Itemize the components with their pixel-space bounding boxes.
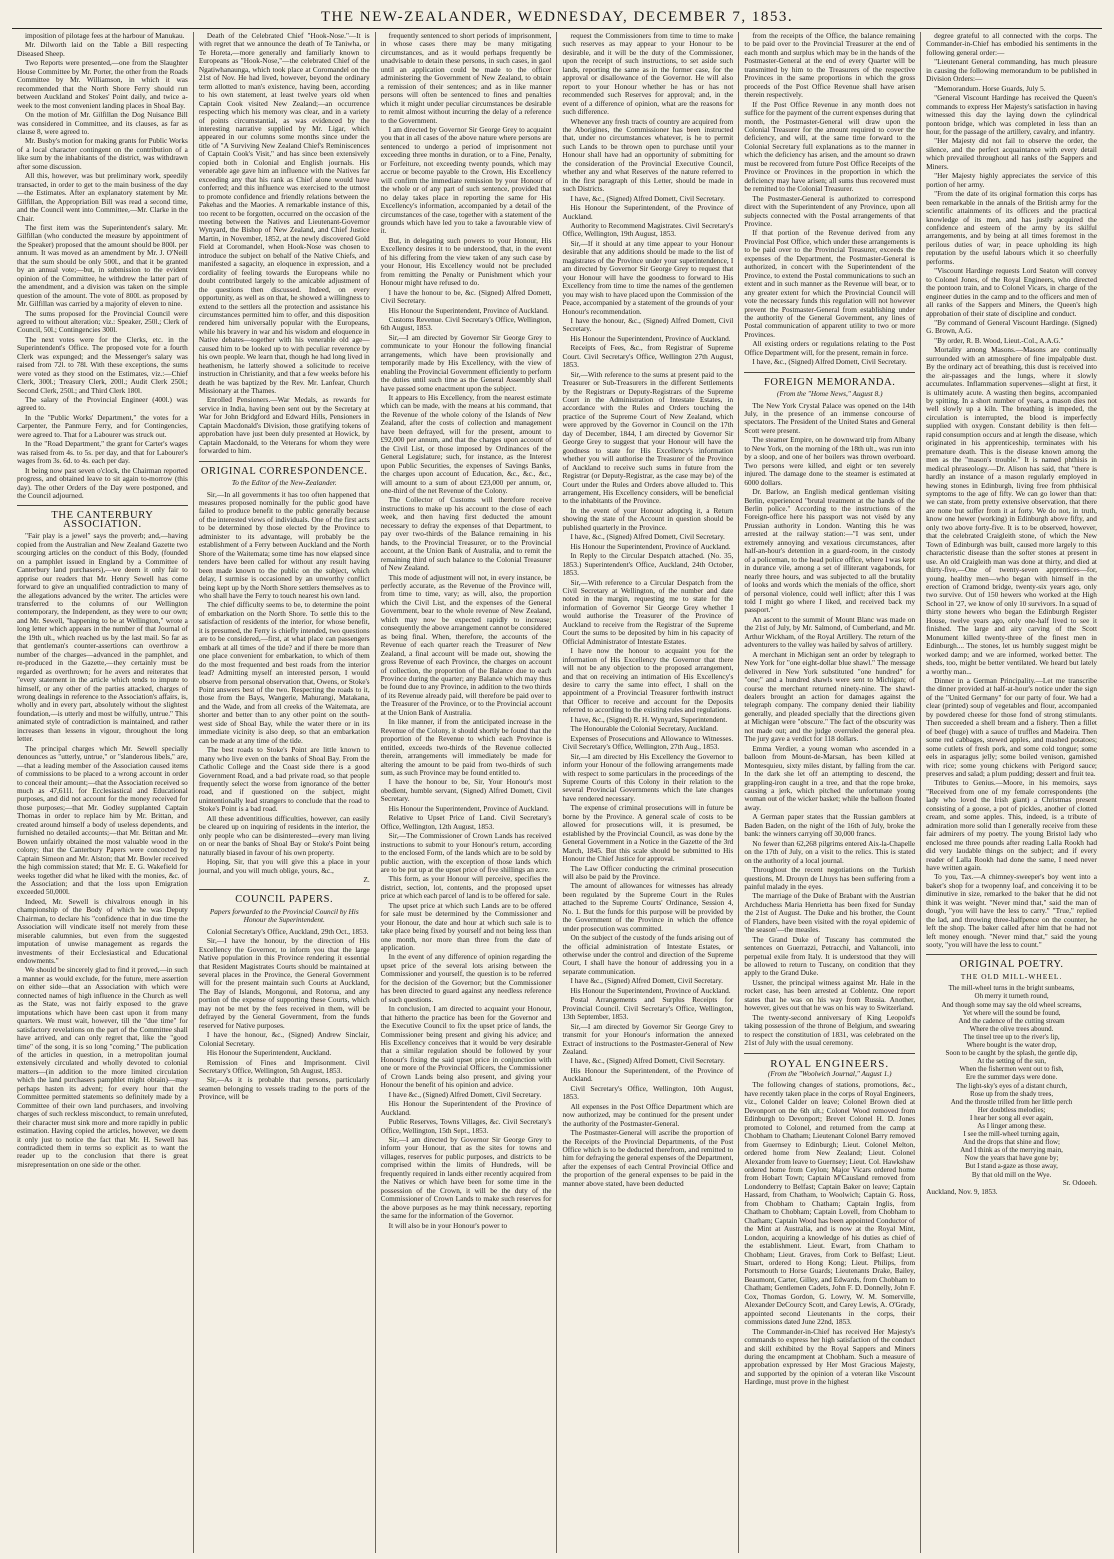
article-body bbox=[744, 32, 915, 367]
paragraph: "Viscount Hardinge requests Lord Seaton will convey to Colonel Jones, of the Royal Engineers, who directed the pontoon train, and to Colonel Vicars, in charge of the engineer duties in the camp and to the officers and men of all ranks of the Sappers and Miners, the Queen's high approbation of their state of discipline and conduct. bbox=[926, 266, 1097, 318]
paragraph: The following changes of stations, promotions, &c., have recently taken place in the corps of Royal Engineers, viz., Colonel Calder on leave; Colonel Brown died at Devonport on the 6th ult.; Colonel Wood removed from Edinburgh to Devonport; Brevet Colonel H. D. Jones promoted to Colonel, and returned from the camp at Chobham to Chatham; Lieutenant Colonel Barry removed from Guernsey to Edinburgh; Lieut. Colonel Melton, ordered home from New Zealand; Lieut. Colonel Alexander from leave to Guernsey; Lieut. Col. Hawkshaw ordered home from Ceylon; Major Vicars ordered home from Hobart Town; Captain M'Causland removed from Londonderry to Belfast; Captain Baker on leave; Captain Hassard, from Chatham, to Woolwich; Captain G. Ross, from Chobham to Chatham; Captain Inglis, from Chatham to Chobham; Captain Lovell, from Chobham to Chatham; Captain Wood has been appointed Conductor of the Mint at Australia, and is now at the Royal Mint, London, acquiring a knowledge of his duties as chief of the establishment. Lieut. Ewart, from Chatham to Chobham; Lieut. Graves, from Cork to Belfast; Lieut. Stuart, ordered to Hong Kong; Lieut. Philips, from Portsmouth to Horse Guards; Lieutenants Drake, Bailey, Beaumont, Carter, Gilley, and Edwards, from Chobham to Chatham; Gentlemen Cadets, John F. D. Donnelly, John F. Cox, Thomas Gordon, G. Lowry, W. M. Somerville, Alexander DeCourcy Scott, and Carey Lewis, A. O'Grady, appointed second Lieutenants in the corps, their commissions dated June 22nd, 1853. bbox=[744, 1080, 916, 1327]
paragraph: This mode of adjustment will not, in every instance, be perfectly accurate, as the Revenue of the Province will, from time to time, vary; as will, also, the proportion which the Civil List, and the expenses of the General Government, bear to the whole revenue of New Zealand, which may now be expected rapidly to increase; consequently the above arrangement cannot be considered as being final. When, therefore, the accounts of the Revenue of each quarter reach the Treasurer of New Zealand, a final account will be made out, showing the gross Revenue of each Province, the charges on account of collection, the proportion of the Balance due to each Province during the quarter; any Balance which may thus be found due to any Province, in addition to the two thirds of its Revenue already paid, will therefore be paid over to the Treasurer of the Province, or to the Provincial account at the Union Bank of Australia. bbox=[380, 572, 552, 717]
poem-line: When the fishermen went out to fish, bbox=[959, 1065, 1064, 1074]
paragraph: The salary of the Provincial Engineer (400l.) was agreed to. bbox=[17, 395, 188, 413]
paragraph: In the event of any difference of opinion regarding the upset price of the several lots arising between the Commissioner and yourself, the question is to be referred for the decision of the Governor; but the Commissioner has been directed to guard against any needless reference of such questions. bbox=[380, 952, 552, 1004]
poem-line: The light-sky's eyes of a distant church, bbox=[956, 1081, 1068, 1090]
paragraph: To you, Tax.—A chimney-sweeper's boy went into a baker's shop for a twopenny loaf, and conceiving it to be diminutive in size, remarked to the baker that he did not think it was weight. "Never mind that," said the man of dough, "you will have the less to carry." "True," replied the lad, and throwing three-halfpence on the counter, he left the shop. The baker called after him that he had not left money enough. "Never mind that," said the young sooty, "you will have the less to count." bbox=[926, 872, 1097, 950]
poem-line: And the drops that shine and flow; bbox=[963, 1138, 1060, 1147]
paragraph: His Honour the Superintendent, Province of Auckland. bbox=[388, 803, 549, 813]
paragraph: Mr. Busby's motion for making grants for Public Works of a local character contingent on the contribution of a like sum by the inhabitants of the district, was withdrawn after some discussion. bbox=[17, 136, 188, 171]
paragraph: His Honour the Superintendent, Province of Auckland. bbox=[388, 305, 549, 315]
poem-dateline: Auckland, Nov. 9, 1853. bbox=[926, 1187, 998, 1197]
paragraph: Expenses of Prosecutions and Allowance to Witnesses. Civil Secretary's Office, Wellington, 27th Aug., 1853. bbox=[562, 733, 734, 752]
paragraph: The New York Crystal Palace was opened on the 14th July, in the presence of an immense concourse of spectators. The President of the United States and General Scott were present. bbox=[744, 400, 916, 435]
column-1 bbox=[12, 32, 194, 1553]
letter-signature: Z. bbox=[363, 874, 370, 884]
paragraph: A merchant in Michigan sent an order by telegraph to New York for "one eight-dollar blue shawl." The message delivered in New York substituted "one hundred" for "one;" and a hundred shawls were sent to Michigan; of course the merchant returned ninety-nine. The shawl-dealers brought an action for damages against the telegraph company. The company denied their liability generally, and pleaded specially that the directions given at Michigan were "obscure." The fact of the obscurity was not made out; and the judge overruled the general plea. The jury gave a verdict for 118 dollars. bbox=[744, 649, 916, 744]
paragraph: The Commander-in-Chief has received Her Majesty's commands to express her high satisfaction of the conduct and skill exhibited by the Royal Sappers and Miners during the encampment at Chobham. Such a measure of approbation expressed by Her Most Gracious Majesty, and supported by the opinion of a veteran like Viscount Hardinge, must prove in the highest bbox=[744, 1326, 916, 1387]
paragraph: Tributes to Genius.—Moore, in his memoirs, says "Received from one of my female correspondents (the lady who loved the Irish giant) a Christmas present consisting of a goose, a pot of pickles, another of clotted cream, and some apples. This, indeed, is a tribute of admiration more solid than I generally receive from these fair admirers of my poetry. The young Bristol lady who enclosed me three pounds after reading Lalla Rookh had did very laudable things on the subject; and if every reader of Lalla Rookh had done the same, I need never have written again. bbox=[926, 778, 1097, 872]
paragraph: In like manner, if from the anticipated increase in the Revenue of the Colony, it should shortly be found that the proportion of the Revenue to which each Province is entitled, exceeds two-thirds of the Revenue collected therein, arrangements will immediately be made for altering the amount to be paid from two-thirds of such sum, as such Province may be found entitled to. bbox=[380, 717, 552, 777]
article-body bbox=[744, 1081, 915, 1386]
article-heading: ORIGINAL CORRESPONDENCE. bbox=[200, 465, 368, 477]
paragraph: A German paper states that the Russian gamblers at Baden Baden, on the night of the 16th of July, broke the bank: the winners carrying off 30,000 francs. bbox=[744, 812, 916, 839]
paragraph: Two Reports were presented,—one from the Slaughter House Committee by Mr. Porter, the other from the Roads Committee by Mr. Williamson, in which it was recommended that the North Shore Ferry should run between Auckland and Stokes' Point daily, and twice a-week to the most convenient landing places in Shoal Bay. bbox=[17, 58, 188, 110]
paragraph: The chief difficulty seems to be, to determine the point of embarkation on the North Shore. To settle this to the satisfaction of residents of the interior, for whose benefit, it is presumed, the Ferry is chiefly intended, two questions are to be considered,—first, at what place can passengers embark at all times of the tide? and if there be more than one place convenient for embarkation, to which of them do the most frequented and best roads from the interior lead? Admitting myself an interested person, I would observe from personal observation that, Owens, or Stoke's Point answers best of the two. Respecting the roads to it, those from the Bays, Wangerie, Mahurangi, Matakana, and the Wade, and from all creeks of the Waitemata, are shorter and better than to any other point on the south-west side of Shoal Bay, while the water there or in its immediate vicinity is also deep, so that an embarkation can be made at any time of the tide. bbox=[198, 600, 370, 745]
paragraph: But, in delegating such powers to your Honour, His Excellency desires it to be understood, that, in the event of his differing from the view taken of any such case by your Honour, His Excellency would not be precluded from remitting the Penalty or Punishment which your Honour might have refused to do. bbox=[380, 235, 552, 288]
paragraph: The upset price at which such Lands are to be offered for sale must be determined by the Commissioner and your Honour, the date and hour at which such sale is to take place being fixed by yourself and not being less than one month, nor more than three from the date of application. bbox=[380, 900, 552, 953]
paragraph: The twenty-second anniversary of King Leopold's taking possession of the throne of Belgium, and swearing to respect the constitution of 1831, was celebrated on the 21st of July with the usual ceremony. bbox=[744, 1012, 916, 1048]
poem-line: But I stand a-gaze as those away, bbox=[965, 1162, 1058, 1171]
paragraph: Dinner in a German Principality.—Let me transcribe the dinner provided at half-at-hour's notice under the sign of the "United Germany" for our party of four. We had a clear (printed) soup of vegetables and flour, accompanied by powdered cheese for those fond of strong stimulants. Then succeeded a shell bream and a fishery. Then a fillet of beef (huge) with a sauce of truffles and Madeira. Then some red cabbages, stewed apples, and mashed potatoes; some cutlets of fresh pork, and some cold tongue; some eels in asparagus jelly; some boiled venison, garnished with rice; some young chickens with Perigord sauce; preserves and salad; a plum pudding; dessert and fruit tea. bbox=[926, 675, 1097, 778]
paragraph: The Postmaster-General will ascribe the proportion of the Receipts of the Provincial Departments, of the Post Office which is to be deducted therefrom, and remitted to him for defraying the general expenses of the Department, after the expenses of each Central Provincial Office and the proportion of the general expenses to be paid in the manner above stated, have been deducted bbox=[562, 1128, 734, 1188]
paragraph: "From the date of its original formation this corps has been remarkable in the annals of the British army for the scientific attainments of its officers and the practical knowledge of its men, and has justly acquired the confidence and esteem of the army by its skilful arrangements, and by being at all times foremost in the perilous duties of war; in peace upholding its high reputation by the useful labours which it so cheerfully performs. bbox=[926, 189, 1097, 266]
paragraph: Enrolled Pensioners.—War Medals, as rewards for service in India, having been sent out by the Secretary at War for John Bridgford and Edward Hills, Pensioners in Captain Macdonald's Division, those gratifying tokens of approbation have just been duly presented at Howick, by Captain Macdonald, to the Veterans for whom they were forwarded to him. bbox=[198, 395, 370, 456]
paragraph: His Honour the Superintendent of the Province of Auckland. bbox=[380, 1099, 552, 1117]
poem-line: And I think as of the merrying main, bbox=[960, 1146, 1063, 1155]
paragraph: On the motion of Mr. Gilfillan the Dog Nuisance Bill was considered in Committee, and its clauses, as far as clause 8, were agreed to. bbox=[17, 110, 188, 136]
paragraph: In conclusion, I am directed to acquaint your Honour, that hitherto the practice has been for the Governor and the Executive Council to fix the upset price of lands, the Commissioner being present and giving his advice; and His Excellency conceives that it would be very desirable that a similar regulation should be followed by your Honour's fixing the said upset price in conjunction with one or more of the Provincial Officers, the Commissioner of Crown Lands being also present, and giving your Honour the benefit of his opinion and advice. bbox=[380, 1004, 552, 1090]
divider bbox=[17, 505, 188, 506]
paragraph: Customs Revenue. Civil Secretary's Office, Wellington, 6th August, 1853. bbox=[380, 314, 552, 333]
paragraph: "General Viscount Hardinge has received the Queen's commands to express Her Majesty's satisfaction in having witnessed this day the laying down the cylindrical pontoon bridge, which was completed in less than an hour, for the passage of the artillery, cavalry, and infantry. bbox=[926, 93, 1097, 136]
paragraph: Mr. Dilworth laid on the Table a Bill respecting Diseased Sheep. bbox=[17, 40, 188, 58]
paragraph: The marriage of the Duke of Brabant with the Austrian Archduchess Maria Henrietta has been fixed for Sunday the 21st of August. The Duke and his brother, the Count of Flanders, have been visited with the royal epidemic of 'the season'—the measles. bbox=[744, 891, 916, 935]
paragraph: Colonial Secretary's Office, Auckland, 29th Oct., 1853. bbox=[206, 926, 369, 936]
article-subheading: Papers forwarded to the Provincial Council by His Honour the Superintendent. bbox=[209, 906, 359, 925]
paragraph: I have the honour to be, Sir, Your Honour's most obedient, humble servant, (Signed) Alfred Domett, Civil Secretary. bbox=[380, 777, 552, 804]
paragraph: Sir,—The Commissioner of Crown Lands has received instructions to submit to your Honour's return, according to the enclosed Form, of the lands which are to be sold by public auction, with the exception of those lands which are to be put up at the upset price of five shillings an acre. bbox=[380, 831, 552, 874]
paragraph: I have the honour, &c., (Signed) Andrew Sinclair, Colonial Secretary. bbox=[198, 1030, 370, 1048]
divider bbox=[744, 372, 915, 373]
article-heading: FOREIGN MEMORANDA. bbox=[763, 376, 896, 388]
paragraph: Remission of Fines and Imprisonment. Civil Secretary's Office, Wellington, 5th August, 1853. bbox=[198, 1057, 370, 1076]
paragraph: Sir,—I am directed by Governor Sir George Grey to inform your Honour, that as the sites for towns and villages, reserves for public purposes, and districts to be comprised within the limits of Hundreds, will be frequently required in lands either recently acquired from the Natives or which have been for some time in the possession of the Crown, it will be the duty of the Commissioner of Crown Lands to make such reserves for the above purposes as he may think necessary, reporting the same for the information of the Governor. bbox=[380, 1135, 552, 1221]
paragraph: An ascent to the summit of Mount Blanc was made on the 21st of July, by Mr. Salmond, of Cumberland, and Mr. Arthur Wickham, of the Royal Artillery. The return of the adventurers to the valley was hailed by salvos of artillery. bbox=[744, 614, 916, 650]
column-4 bbox=[557, 32, 739, 1553]
poem-line: And the cadence of the cutting stream bbox=[958, 1016, 1065, 1025]
paragraph: I have &c., (Signed) Alfred Domett, Civil Secretary. bbox=[388, 1089, 542, 1099]
poem-line: At the setting of the sun, bbox=[977, 1057, 1046, 1066]
paragraph: Hoping, Sir, that you will give this a place in your journal, and you will much oblige, yours, &c., bbox=[198, 857, 370, 875]
paragraph: The Law Officer conducting the criminal prosecution will also be paid by the Province. bbox=[562, 863, 734, 881]
paragraph: The steamer Empire, on he downward trip from Albany to New York, on the morning of the 18th ult., was run into by a sloop, and one of her boilers was thrown overboard. Two persons were killed, and eight or ten severely injured. The damage done to the steamer is estimated at 6000 dollars. bbox=[744, 435, 916, 487]
paragraph: imposition of pilotage fees at the harbour of Manukau. bbox=[25, 32, 185, 40]
paragraph: The next votes were for the Clerks, etc. in the Superintendent's Office. The proposed vote for a fourth Clerk was expunged; and the Messenger's salary was raised from 72l. to 78l. With these exceptions, the sums were voted as they stood on the Estimates, viz.:—Chief Clerk, 300l.; Treasury Clerk, 200l.; Audit Clerk 250l.; Second Clerk, 250l.; and Third Clerk 180l. bbox=[17, 334, 188, 395]
paragraph: The principal charges which Mr. Sewell specially denounces as "utterly, untrue," or "slanderous libels," are,—that a leading member of the Association caused items of commissions to be placed to a wrong account in order to conceal their amount;—that the Association received so much as 47,611l. for Ecclesiastical and Educational purposes, and did not account for the money received for those purposes;—that Mr. Godley supplanted Captain Thomas in order to replace him by Mr. Brittan, and created around himself a body of useless dependents, and furnished no detailed accounts;—that Mr. Brittan and Mr. Bowen unfairly obtained the most valuable wood in the colony; that the Canterbury Papers were concocted by Captain Simeon and Mr. Alston; that Mr. Bowler received the high commission stated; that Mr. E. G. Wakefield for weeks together did what he liked with the monies, &c. of the Association; and that the loss upon Emigration exceeded 50,000l. bbox=[17, 743, 188, 897]
paragraph: All this, however, was but preliminary work, speedily transacted, in order to get to the main business of the day—the Estimates. After an explanatory statement by Mr. Gilfillan, the Appropriation Bill was read a second time, and the Council went into Committee,—Mr. Clarke in the Chair. bbox=[17, 171, 188, 223]
poem-line: Where bought is the water drop, bbox=[966, 1041, 1057, 1050]
paragraph: I have the honour to be, &c. (Signed) Alfred Domett, Civil Secretary. bbox=[380, 287, 552, 306]
poem-signature: Sr. Odoeeh. bbox=[1062, 1177, 1097, 1187]
paragraph: Authority to Recommend Magistrates. Civil Secretary's Office, Wellington, 19th August, 1853. bbox=[562, 220, 734, 239]
paragraph: Sir,—I am directed by Governor Sir George Grey to communicate to your Honour the following financial arrangements, which have been provisionally and temporarily made by His Excellency, with the view of enabling the Provincial Government efficiently to perform the duties until such time as the General Assembly shall have passed some enactment upon the subject. bbox=[380, 332, 552, 393]
paragraph: This form, as your Honour will perceive, specifies the district, section, lot, contents, and the proposed upset price at which each parcel of land is to be offered for sale. bbox=[380, 874, 552, 901]
paragraph: I have, &c., (Signed) R. H. Wynyard, Superintendent. bbox=[570, 714, 728, 724]
poem-title: THE OLD MILL-WHEEL. bbox=[960, 971, 1063, 981]
paragraph: In the event of your Honour adopting it, a Return showing the state of the Account in question should be published quarterly in the Province. bbox=[562, 505, 734, 532]
article-heading: THE CANTERBURY ASSOCIATION. bbox=[51, 510, 154, 530]
paragraph: The Grand Duke of Tuscany has commuted the sentences on Guerrazzi, Petracchi, and Valtancoli, into perpetual exile from Italy. It is understood that they will be allowed to return to Tuscany, on condition that they apply to the Grand Duke. bbox=[744, 934, 916, 978]
paragraph: The Collector of Customs will therefore receive instructions to make up his account to the close of each week, and then having first deducted the amount necessary to defray the expenses of that Department, to pay over two-thirds of the Balance remaining in his hands, to the Provincial Treasurer, or to the Provincial account, at the Union Bank of Australia, and to remit the remaining third of such balance to the Colonial Treasurer of New Zealand. bbox=[380, 495, 552, 573]
paragraph: In the "Public Works' Department," the votes for a Carpenter, the Panmure Ferry, and for Contingencies, were agreed to. That for a Labourer was struck out. bbox=[17, 412, 188, 439]
paragraph: I have, &c., (Signed) Alfred Domett, Civil Secretary. bbox=[752, 357, 907, 367]
paragraph: request the Commissioners from time to time to make such reserves as may appear to your Honour to be desirable, and it will be the duty of the Commissioner, upon the receipt of such instructions, to set aside such lands, reporting the same as in the former case, for the approval or disallowance of the Governor. He will also report to your Honour whether he has or has not recommended such Reserves for approval; and, in the event of a difference of opinion, what are the reasons for such difference. bbox=[562, 32, 734, 117]
poem-line: Soon to be caught by the splash, the gentle dip, bbox=[945, 1049, 1078, 1058]
article-subheading: (From the "Home News," August 8.) bbox=[776, 389, 883, 399]
paragraph: Receipts of Fees, &c., from Registrar of Supreme Court. Civil Secretary's Office, Wellington 27th August, 1853. bbox=[562, 343, 734, 370]
paragraph: "Her Majesty did not fail to observe the order, the silence, and the perfect acquaintance with every detail which prevailed throughout all ranks of the Sappers and Miners. bbox=[926, 136, 1097, 171]
paragraph: The sums proposed for the Provincial Council were agreed to without alteration; viz.: Speaker, 250l.; Clerk of Council, 50l.; Contingencies 300l. bbox=[17, 308, 188, 335]
paragraph: It being now past seven o'clock, the Chairman reported progress, and obtained leave to sit again to-morrow (this day). The other Orders of the Day were postponed, and the Council adjourned. bbox=[17, 465, 188, 501]
paragraph: His Honour the Superintendent, of the Province of Auckland. bbox=[562, 1065, 734, 1084]
letter-body bbox=[199, 491, 370, 875]
divider bbox=[199, 461, 370, 462]
poem-line: Oh merry it turneth round, bbox=[974, 992, 1049, 1001]
paragraph: Sir,—If it should at any time appear to your Honour desirable that any additions should be made to the list of magistrates of the Province under your superintendence, I am directed by Governor Sir George Grey to request that your Honour will have the goodness to forward to His Excellency from time to time the names of the gentlemen you may wish to have placed upon the Commission of the Peace, accompanied by a statement of the grounds of your Honour's recommendation. bbox=[562, 238, 734, 316]
paragraph: "Fair play is a jewel" says the proverb; and,—having copied from the Australian and New Zealand Gazette two scourging articles on the conduct of this Body, (founded on a pamphlet issued in England by a Committee of Canterbury land purchasers),—we deem it only fair to apprise our readers that Mr. Henry Sewell has come forward to give an unqualified contradiction to many of the allegations advanced by the writer. The articles were transferred to the columns of our Wellington contemporary, the Independent, as they were to our own; and Mr. Sewell, "happening to be at Wellington," wrote a long letter which appears in the number of that Journal of the 19th ult., which reached us by the last mail. So far as that gentleman's counter-assertions can overthrow a number of the charges—advanced in the pamphlet, and re-produced in the Gazette,—they certainly must be regarded as overthrown; for he avers and reiterates that "every statement in the article which tends to impute to himself, or any other of the parties attacked, charges of wrong dealings in reference to the Association's affairs, is, wholly and in every part, absolutely without the slightest foundation,—is utterly and most be wilfully, untrue." This animated style of contradiction is maintained, and rather increases than lessens in vigour, throughout the long letter. bbox=[17, 531, 188, 744]
paragraph: I have, &c., (Signed) Alfred Domett, Civil Secretary. bbox=[570, 532, 725, 542]
divider bbox=[199, 889, 370, 890]
columns bbox=[12, 32, 1102, 1553]
paragraph: Whenever any fresh tracts of country are acquired from the Aborigines, the Commissioner has been instructed that, under no circumstances whatever, is he to permit such Lands to be thrown open to purchase until your Honour shall have had an opportunity of submitting for the consideration of the Provincial Executive Council, whether any and what Reserves of the nature referred to in the first paragraph of this Letter, should be made in such Districts. bbox=[562, 116, 734, 194]
paragraph: No fewer than 62,268 pilgrims entered Aix-la-Chapelle on the 17th of July, on a visit to the relics. This is stated on the authority of a local journal. bbox=[744, 838, 916, 865]
paragraph: I have &c., (Signed) Alfred Domett, Civil Secretary. bbox=[570, 976, 723, 986]
paragraph: Sir,—I am directed by Governor Sir George Grey to transmit for your Honour's information the annexed Extract of instructions to the Postmaster-General of New Zealand. bbox=[562, 1021, 734, 1057]
paragraph: We should be sincerely glad to find it proved,—in such a manner as would exclude, for the future, mere assertion on either side—that an Association with which were connected names of high influence in the Church as well as the State, was not fairly exposed to the grave imputations which have been cast upon it from many quarters. We must wait, however, till the "due time" for satisfactory revelations on the part of the Committee shall have arrived, and can only regret that, like the "good time" of the song, it is so long "coming." The publication of the articles in question, in a metropolitan journal extensively circulated and wholly devoted to colonial matters—(in addition to the more limited circulation which the land purchasers pamphlet might obtain)—may perhaps hasten its advent; for every hour that the Committee permitted statements so definitely made by a Committee of their own land purchasers, and involving charges of such reckless misconduct, to remain unrefuted, their character must sink more and more rapidly in public estimation. Having copied the articles, however, we deem it only just to notice the fact that Mr. H. Sewell has contradicted them in terms so explicit as to want the reader up to the conclusion that there is great misrepresentation on one side or the other. bbox=[17, 965, 188, 1169]
article-subheading: (From the "Woolwich Journal," August 1.) bbox=[767, 1069, 892, 1079]
divider bbox=[926, 954, 1097, 955]
paragraph: If that portion of the Revenue derived from any Provincial Post Office, which under these arrangements is to be paid over to the Provincial Treasurer, exceeds the expenses of the Department, the Postmaster-General is authorized, in concert with the Superintendent of the Province, to extend the Postal communications to such an extent and in such manner as the Revenue will bear, or to any greater extent for which the Provincial Council will vote the necessary funds this regulation will not however prevent the Postmaster-General from establishing under the authority of the General Government, any lines of Postal communication of apparent utility to two or more Provinces. bbox=[744, 228, 916, 339]
paragraph: "By command of General Viscount Hardinge. (Signed) G. Brown, A.G. bbox=[926, 317, 1097, 336]
article-heading: COUNCIL PAPERS. bbox=[235, 894, 334, 906]
poem-line: I see the mill-wheel turning again, bbox=[963, 1130, 1060, 1139]
paragraph: The best roads to Stoke's Point are little known to many who live even on the banks of Shoal Bay. From the Catholic College and the Coast side there is a good Government Road, and a bad private road, so that people frequently select the worse from ignorance of the better road, and if questioned on the subject, might unintentionally lead strangers to conclude that the road to Stoke's Point is a bad road. bbox=[198, 745, 370, 814]
paragraph: The amount of allowances for witnesses has already been regulated by the Supreme Court in the Rules attached to the Supreme Courts' Ordinance, Session 4, No. 1. But the funds for this purpose will be provided by the Government of the Province in which the offence under prosecution was committed. bbox=[562, 881, 734, 933]
article-body bbox=[17, 32, 188, 500]
paragraph: Mortality among Masons.—Masons are continually surrounded with an atmosphere of fine impalpable dust. By the ordinary act of breathing, this dust is received into the air-passages and the lungs, where it slowly accumulates. Inflammation supervenes—slight at first, it is ultimately acute. A wasting then begins, accompanied by spitting. In a short number of years, a mason dies not well slowly up a kiln. The breathing is impeded, the circulation is interrupted, the blood is imperfectly supplied with oxygen. Constant debility is then felt—rapid consumption occurs and at length the disease, which originated in his apprenticeship, terminates with his premature death. This is the disease known among the men as the "mason's trouble." It is named phthisis in medical phraseology.—Dr. Alison has said, that "there is hardly an instance of a mason regularly employed in hewing stones in Edinburgh, living free from phthisical symptoms to the age of fifty. We can go lower than that: we can state, from pretty extensive observation, that there are none but suffer from it at forty. We do not, in truth, know one hewer (working) in Edinburgh above fifty, and only two above forty-five. It is to be observed, however, that the celebrated Craigleith stone, of which the New Town of Edinburgh was built, caused more largely to this characteristic disease than the softer stones at present in use. An old Craigleith man was done at thirty, and died at thirty-five,—One of twenty-seven apprentices—for, young, healthy men—who began with himself in the erection of Cramond bridge, twenty-six years ago, only two survive. Out of 150 hewers who worked at the High School in '27, we know of only 10 survivors. In a squad of thirty stone hewers who began the Edinburgh Register House, twelve years ago, only one-half lived to see it finished. The large and airy carving of the Scott Monument killed twenty-three of the finest men in Edinburgh.... The stones, let us humbly suggest might be worked damp; and we are informed, worked better. The sheds, too, might be better ventilated. We heard but lately a worthy man... bbox=[926, 345, 1097, 676]
paragraph: The first item was the Superintendent's salary. Mr. Gilfillan (who conducted the measure by appointment of the Speaker) proposed that the amount should be 800l. per annum. It was moved as an amendment by Mr. J. O'Neill that the sum should be only 500l., and that it be granted by an annual vote;—but, in submission to the evident opinion of the Committee, he withdrew the latter part of the amendment, and a division was taken on the simple question of the amount. The vote of 800l. as proposed by Mr. Gilfillan was carried by a majority of eleven to nine. bbox=[17, 222, 188, 309]
paragraph: degree grateful to all connected with the corps. The Commander-in-Chief has embodied his sentiments in the following general order:— bbox=[926, 32, 1097, 57]
article-body bbox=[199, 928, 370, 1102]
paragraph: Sir,—As it is probable that persons, particularly seamen belonging to vessels trading to the ports of the Province, will be bbox=[198, 1075, 370, 1102]
paragraph: Civil Secretary's Office, Wellington, 10th August, 1853. bbox=[562, 1083, 734, 1102]
paragraph: I am directed by Governor Sir George Grey to acquaint you that in all cases of the above nature where persons are sentenced to undergo a period of imprisonment not exceeding three months in duration, or to a Fine, Penalty, or Forfeiture, not exceeding twenty pounds, which may accrue or become payable to the Crown, His Excellency will confirm the immediate remission by your Honour of the whole or of any part of such sentence, provided that no delay takes place in reporting the same for His Excellency's information, accompanied by a detail of the circumstances of the case, together with a statement of the grounds which have led you to take a favourable view of it. bbox=[380, 124, 552, 236]
poem-line: Rose up from the shady trees, bbox=[969, 1089, 1054, 1098]
paragraph: Sir,—In all governments it has too often happened that measures proposed nominally for the public good have failed to produce benefit to the public generally because of the interested views of individuals. One of the first acts to be determined by those elected by the Province to administer to its advantage, will probably be the establishment of a Ferry between Auckland and the North Shore of the Waitemata; some time has now elapsed since tenders have been called for without any result having been made known to the public on the subject, which delay, I surmise is occasioned by an unworthy conflict being kept up by the North Shore settlers themselves as to who shall have the Ferry to touch nearest his own land. bbox=[198, 489, 370, 600]
poem-line: Ere the summer days were done. bbox=[965, 1073, 1058, 1082]
divider bbox=[744, 1053, 915, 1054]
poem-line: The mill-wheel turns in the bright sunbeams, bbox=[948, 984, 1075, 993]
poem-line: Now the years that have gone by; bbox=[964, 1154, 1059, 1163]
poem-line: And the throstle trilled from her little perch bbox=[950, 1097, 1073, 1106]
poem-line: As I linger among these. bbox=[977, 1121, 1046, 1130]
paragraph: Indeed, Mr. Sewell is chivalrous enough in his championship of the Body of which he was Deputy Chairman, to declare his "confidence that in due time the Association will vindicate itself not merely from these miserable calumnies, but even from the suggested imputation of unwise management as regards the investments of their Ecclesiastical and Educational endowments." bbox=[17, 896, 188, 966]
paragraph: frequently sentenced to short periods of imprisonment, in whose cases there may be many mitigating circumstances, and as it would perhaps frequently be unadvisable to detain these persons, in such cases, in gaol until an application could be made to the officer administering the Government of New Zealand, to obtain a remission of their sentences; and as in like manner persons will often be sentenced to fines and penalties which it might under peculiar circumstances be desirable to remit almost without incurring the delay of a reference to the Government. bbox=[380, 32, 552, 125]
masthead: THE NEW-ZEALANDER, WEDNESDAY, DECEMBER 7, 1853. bbox=[12, 6, 1102, 29]
column-3 bbox=[376, 32, 558, 1553]
paragraph: Postal Arrangements and Surplus Receipts for Provincial Council. Civil Secretary's Office, Wellington, 13th September, 1853. bbox=[562, 995, 734, 1022]
paragraph: I have now the honour to acquaint you for the information of His Excellency the Governor that there will not be any objection to the proposed arrangement, and that on receiving an intimation of His Excellency's desire to carry the same into effect, I shall on the appointment of a Provincial Treasurer forthwith instruct that Officer to receive and account for the Deposits referred to according to the existing rules and regulations. bbox=[562, 646, 734, 715]
paragraph: Sir,—I have the honour, by the direction of His Excellency the Governor, to inform you that the large Native population in this Province rendering it essential that Resident Magistrates Courts should be maintained at several places in the Province, the General Government will for the present maintain such Courts at Auckland, The Bay of Islands, Mongonui, and Rotorua, and any portion of the expense of supporting these Courts, which may not be met by the fees received in them, will be defrayed by the General Government, from the funds reserved for Native purposes. bbox=[198, 936, 370, 1030]
column-6 bbox=[921, 32, 1102, 1553]
paragraph: I have, &c., (Signed) Alfred Domett, Civil Secretary. bbox=[570, 193, 725, 203]
paragraph: In the "Road Department," the grant for Carter's wages was raised from 4s. to 5s. per day, and that for Labourer's wages from 3s. 6d. to 4s. each per day. bbox=[17, 439, 188, 466]
paragraph: If the Post Office Revenue in any month does not suffice for the payment of the current expenses during that month, the Postmaster-General will draw upon the Colonial Treasurer for the amount required to cover the deficiency, and will, at the same time forward to the Colonial Secretary full explanations as to the manner in which the deficiency has arisen, and the amount so drawn must be recovered from future Post Office Receipts of the Province or Provinces in the proportion in which the deficiency may have arisen; all sums thus recovered must be remitted to the Colonial Treasurer. bbox=[744, 99, 916, 194]
paragraph: Dr. Barlow, an English medical gentleman visiting Berlin, experienced "brutal treatment at the hands of the Berlin police." According to the instructions of the Foreign-office here his passport was not viséd by any Prussian authority in London. Wanting this he was arrested at the railway station:—"I was sent, under extremely annoying and vexatious circumstances, after half-an-hour's detention in a guard-room, in the custody of a policeman, to the head police office, where I was kept in durance vile, among a set of illiterant vagabonds, for nearly three hours, and was subjected to all the brutality of looks and words which the menials of the office, short of personal violence, could well inflict; after this I was told I might go where I liked, and received back my passport." bbox=[744, 487, 916, 615]
paragraph: In Reply to the Circular Despatch attached. (No. 35, 1853.) Superintendent's Office, Auckland, 24th October, 1853. bbox=[562, 551, 734, 578]
paragraph: from the receipts of the Office, the balance remaining to be paid over to the Provincial Treasurer at the end of each month and surplus which may be in the hands of the Postmaster-General at the end of every Quarter will be transmitted by him to the Treasurers of the respective Provinces in the same proportions in which the gross proceeds of the Post Office Revenue shall have arisen therein respectively. bbox=[744, 32, 916, 100]
paragraph: His Honour the Superintendent, Province of Auckland. bbox=[570, 333, 731, 343]
paragraph: I have the honour, &c., (Signed) Alfred Domett, Civil Secretary. bbox=[562, 315, 734, 334]
poem-line: Her doubtless melodies; bbox=[977, 1105, 1046, 1114]
paragraph: Emma Verdier, a young woman who ascended in a balloon from Mount-de-Marsan, has been killed at Montesquieu, sixty miles distant, by falling from the car. In the dark she let off an attempting to descend, the grappling-iron caught in a tree, and that the rope broke, causing a jerk, which pitched the unfortunate young woman out of the wicker basket; while the balloon floated away. bbox=[744, 743, 916, 812]
article-body bbox=[744, 402, 915, 1048]
paragraph: "Memorandum. Horse Guards, July 5. bbox=[934, 83, 1046, 93]
paragraph: The Postmaster-General is authorized to correspond direct with the Superintendent of any Province, upon all subjects connected with the Postal arrangements of that Province. bbox=[744, 193, 916, 228]
paragraph: Sir,—I am directed by His Excellency the Governor to inform your Honour of the following arrangements made with respect to some particulars in the proceedings of the Supreme Courts of this Colony in their relation to the several Provincial Governments which the late changes have rendered necessary. bbox=[562, 751, 734, 803]
paragraph: Sir,—With reference to a Circular Despatch from the Civil Secretary at Wellington, of the number and date noted in the margin, requesting me to state for the information of Governor Sir George Grey whether I would authorise the Treasurer of the Province of Auckland to receive from the Registrar of the Supreme Court the sums to be deposited by him in his capacity of Official Administrator of Intestate Estates. bbox=[562, 577, 734, 646]
poem-line: Where the olive trees abound. bbox=[969, 1024, 1054, 1033]
paragraph: Sir,—With reference to the sums at present paid to the Treasurer or Sub-Treasurers in the different Settlements by the Registrars or Deputy-Registrars of the Supreme Court in the Administration of Intestate Estates, in accordance with the Rules and Orders touching the practice of the Supreme Court of New Zealand, which were approved by the Governor in Council on the 17th day of December, 1844, I am directed by Governor Sir George Grey to suggest that your Honour will have the goodness to state for His Excellency's information whether you will authorise the Treasurer of the Province of Auckland to receive such sums in future from the Registrar (or Deputy-Registrar, as the case may be) of the Court under the Rules and Orders above alluded to. This arrangement, His Excellency considers, will be beneficial to the inhabitants of the Province. bbox=[562, 369, 734, 506]
letter-addressee: To the Editor of the New-Zealander. bbox=[231, 478, 337, 488]
paragraph: It will also be in your Honour's power to bbox=[388, 1220, 508, 1230]
paragraph: Relative to Upset Price of Land. Civil Secretary's Office, Wellington, 12th August, 1853. bbox=[380, 813, 552, 831]
paragraph: On the subject of the custody of the funds arising out of the official administration of Intestate Estates, or otherwise under the control and direction of the Supreme Court, I shall have the honour of addressing you in a separate communication. bbox=[562, 933, 734, 976]
poem-line: The tinsel tree up to the river's lip, bbox=[963, 1032, 1060, 1041]
paragraph: Ussner, the principal witness against Mr. Hale in the rocket case, has been arrested at Coblentz. One report states that he was on his way from Russia. Another, however, gives out that he was on his way to Switzerland. bbox=[744, 977, 916, 1013]
article-heading: ROYAL ENGINEERS. bbox=[770, 1057, 890, 1070]
column-5 bbox=[739, 32, 921, 1553]
column-2 bbox=[194, 32, 376, 1553]
article-body bbox=[17, 532, 188, 1169]
paragraph: His Honour the Superintendent, Province of Auckland. bbox=[570, 541, 731, 551]
paragraph: All existing orders or regulations relating to the Post Office Department will, for the present, remain in force. bbox=[744, 339, 916, 357]
paragraph: I have, &c., (Signed) Alfred Domett, Civil Secretary. bbox=[570, 1056, 725, 1066]
paragraph: All these adventitious difficulties, however, can easily be cleared up on inquiring of residents in the interior, the only people who can be disinterested—every man living on or near the banks of Shoal Bay or Stoke's Point being naturally biased in favour of his own property. bbox=[198, 813, 370, 857]
paragraph: "Lieutenant General commanding, has much pleasure in causing the following memorandum to be published in Division Orders:— bbox=[926, 57, 1097, 84]
paragraph: Throughout the recent negotiations on the Turkish questions, M. Drouyn de Lhuys has been suffering from a painful malady in the eyes. bbox=[744, 865, 916, 891]
article-body bbox=[199, 32, 370, 456]
poem-line: Yet where will the sound be found, bbox=[962, 1008, 1061, 1017]
paragraph: "By order, R. B. Wood, Lieut.-Col., A.A.G." bbox=[934, 335, 1064, 345]
article-body bbox=[926, 32, 1097, 949]
poem-line: By that old mill on the Wye. bbox=[971, 1170, 1052, 1179]
article-heading: ORIGINAL POETRY. bbox=[959, 959, 1064, 971]
article-body bbox=[381, 32, 552, 1230]
paragraph: His Honour the Superintendent, Auckland. bbox=[206, 1048, 332, 1058]
poem-line: I hear her song all ever again, bbox=[970, 1113, 1054, 1122]
paragraph: It appears to His Excellency, from the nearest estimate which can be made, with the means at his command, that the Revenue of the whole colony of the Islands of New Zealand, after the costs of collection and management have been defrayed, will for the present, amount to £92,000 per annum, and that the charges upon account of the Civil List, or those imposed by Ordinances of the General Legislature; such, for instance, as the Interest upon Public Securities, the expenses of Savings Banks, the charges upon account of Education, &c., &c., &c., will amount to a sum of about £23,000 per annum, or, one-third of the net Revenue of the Colony. bbox=[380, 393, 552, 496]
paragraph: "Her Majesty highly appreciates the service of this portion of her army. bbox=[926, 171, 1097, 189]
paragraph: The expense of criminal prosecutions will in future be borne by the Province. A general scale of costs to be allowed for prosecutions will, it is presumed, be established by the Provincial Council, as was done by the General Government in a Notice in the Gazette of the 3rd March, 1845. But this scale should be submitted to His Honour the Chief Justice for approval. bbox=[562, 803, 734, 864]
paragraph: His Honour the Superintendent, Province of Auckland. bbox=[570, 985, 731, 995]
paragraph: All expenses in the Post Office Department which are now authorized, may be continued for the present under the authority of the Postmaster-General. bbox=[562, 1101, 734, 1128]
paragraph: Public Reserves, Towns Villages, &c. Civil Secretary's Office, Wellington, 15th Sept., 1853. bbox=[380, 1117, 552, 1135]
paragraph: His Honour the Superintendent, of the Province of Auckland. bbox=[562, 203, 734, 221]
paragraph: The Honourable the Colonial Secretary, Auckland. bbox=[570, 724, 719, 734]
poem-line: And though some may say the old wheel screams, bbox=[941, 1000, 1082, 1009]
article-body bbox=[562, 32, 733, 1188]
paragraph: Death of the Celebrated Chief "Hook-Nose."—It is with regret that we announce the death of Te Taniwha, or Te Horeta,—more generally and familiarly known to Europeans as "Hook-Nose,"—the celebrated Chief of the Ngatiwhanaunga, which took place at Coromandel on the 21st of Nov. He had lived, however, beyond the ordinary term allotted to man's existence, having been, according to his own statement, at least twelve years old when Captain Cook visited New Zealand;—an occurrence respecting which his memory was clear, and in a variety of points circumstantial, as was evidenced by the interesting narrative supplied by Mr. Ligar, which appeared in our columns some months since under the title of "A Surviving New Zealand Chief's Reminiscences of Captain Cook's Visit," and has since been extensively copied both in Colonial and English journals. His venerable age gave him an influence with the Natives far exceeding any that his rank as Chief alone would have conferred; and this influence was exercised to the utmost to promote confidence and friendly relations between the Pakehas and the Maories. A remarkable instance of this, too recent to be forgotten, occurred on the occasion of the meeting between the Natives and Lieutenant-Governor Wynyard, the Bishop of New Zealand, and Chief Justice Martin, in November, 1852, at the newly discovered Gold Field at Coromandel, when Hook-Nose was chosen to introduce the subject on behalf of the Native Chiefs, and manifested a sagacity, an eloquence in expression, and a cordiality of feeling towards the Europeans while no doubt contributed largely to the amicable adjustment of the questions then discussed. Indeed, on every opportunity, as well as on that, he showed a willingness to extend to the settlers all the protection and assistance his circumstances permitted him to offer, and this disposition rendered him universally popular with the Europeans, while his bravery in war and his wisdom and eloquence in Native debates—together with his venerable old age—caused him to be looked up to with peculiar reverence by his own people. We learn that, though he had long lived in heathenism, he latterly showed a solicitude to receive instruction in Christianity, and that a few weeks before his death he was baptized by the Rev. Mr. Lanfear, Church Missionary at the Thames. bbox=[198, 32, 370, 396]
poem-body bbox=[926, 984, 1097, 1178]
